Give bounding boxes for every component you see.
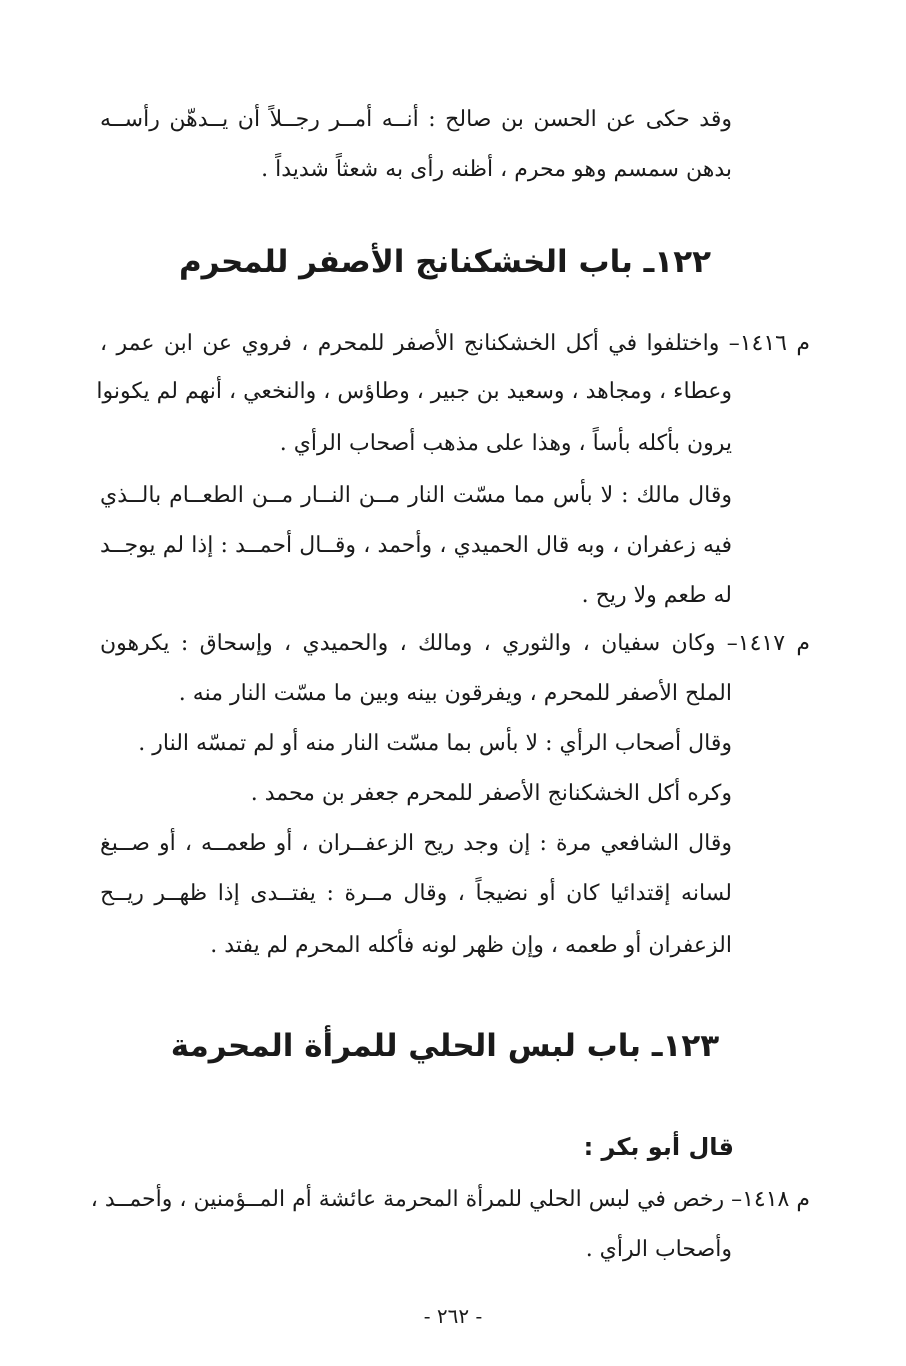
paragraph-1416-line-1: م ١٤١٦– واختلفوا في أكل الخشكنانج الأصفر للمحرم ، فروي عن ابن عمر ،: [100, 331, 810, 356]
intro-line-1: وقد حكى عن الحسن بن صالح : أنــه أمــر رجــلاً أن يــدهّن رأســه: [100, 107, 732, 132]
section-heading-123: ١٢٣ـ باب لبس الحلي للمرأة المحرمة: [170, 1028, 720, 1064]
speaker-label: قال أبو بكر :: [583, 1133, 734, 1161]
malik-line-1: وقال مالك : لا بأس مما مسّت النار مــن النــار مــن الطعــام بالــذي: [100, 483, 732, 508]
jafar-statement: وكره أكل الخشكنانج الأصفر للمحرم جعفر بن محمد .: [250, 781, 732, 806]
section-heading-122: ١٢٢ـ باب الخشكنانج الأصفر للمحرم: [178, 244, 712, 280]
ray-statement: وقال أصحاب الرأي : لا بأس بما مسّت النار منه أو لم تمسّه النار .: [138, 731, 732, 756]
paragraph-1418-line-2: وأصحاب الرأي .: [585, 1237, 732, 1262]
paragraph-1417-line-1: م ١٤١٧– وكان سفيان ، والثوري ، ومالك ، والحميدي ، وإسحاق : يكرهون: [100, 631, 810, 656]
shafii-line-3: الزعفران أو طعمه ، وإن ظهر لونه فأكله المحرم لم يفتد .: [210, 933, 732, 958]
paragraph-1418-line-1: م ١٤١٨– رخص في لبس الحلي للمرأة المحرمة عائشة أم المــؤمنين ، وأحمــد ،: [90, 1187, 810, 1212]
page-number: - ٢٦٢ -: [423, 1304, 483, 1328]
paragraph-1416-line-3: يرون بأكله بأساً ، وهذا على مذهب أصحاب الرأي .: [279, 431, 732, 456]
intro-line-2: بدهن سمسم وهو محرم ، أظنه رأى به شعثاً شديداً .: [261, 157, 732, 182]
shafii-line-2: لسانه إقتدائيا كان أو نضيجاً ، وقال مــرة : يفتــدى إذا ظهــر ريــح: [100, 881, 732, 906]
shafii-line-1: وقال الشافعي مرة : إن وجد ريح الزعفــران ، أو طعمــه ، أو صــبغ: [100, 831, 732, 856]
paragraph-1417-line-2: الملح الأصفر للمحرم ، ويفرقون بينه وبين ما مسّت النار منه .: [178, 681, 732, 706]
malik-line-2: فيه زعفران ، وبه قال الحميدي ، وأحمد ، وقــال أحمــد : إذا لم يوجــد: [100, 533, 732, 558]
malik-line-3: له طعم ولا ريح .: [581, 583, 732, 608]
paragraph-1416-line-2: وعطاء ، ومجاهد ، وسعيد بن جبير ، وطاؤس ، والنخعي ، أنهم لم يكونوا: [96, 379, 732, 404]
